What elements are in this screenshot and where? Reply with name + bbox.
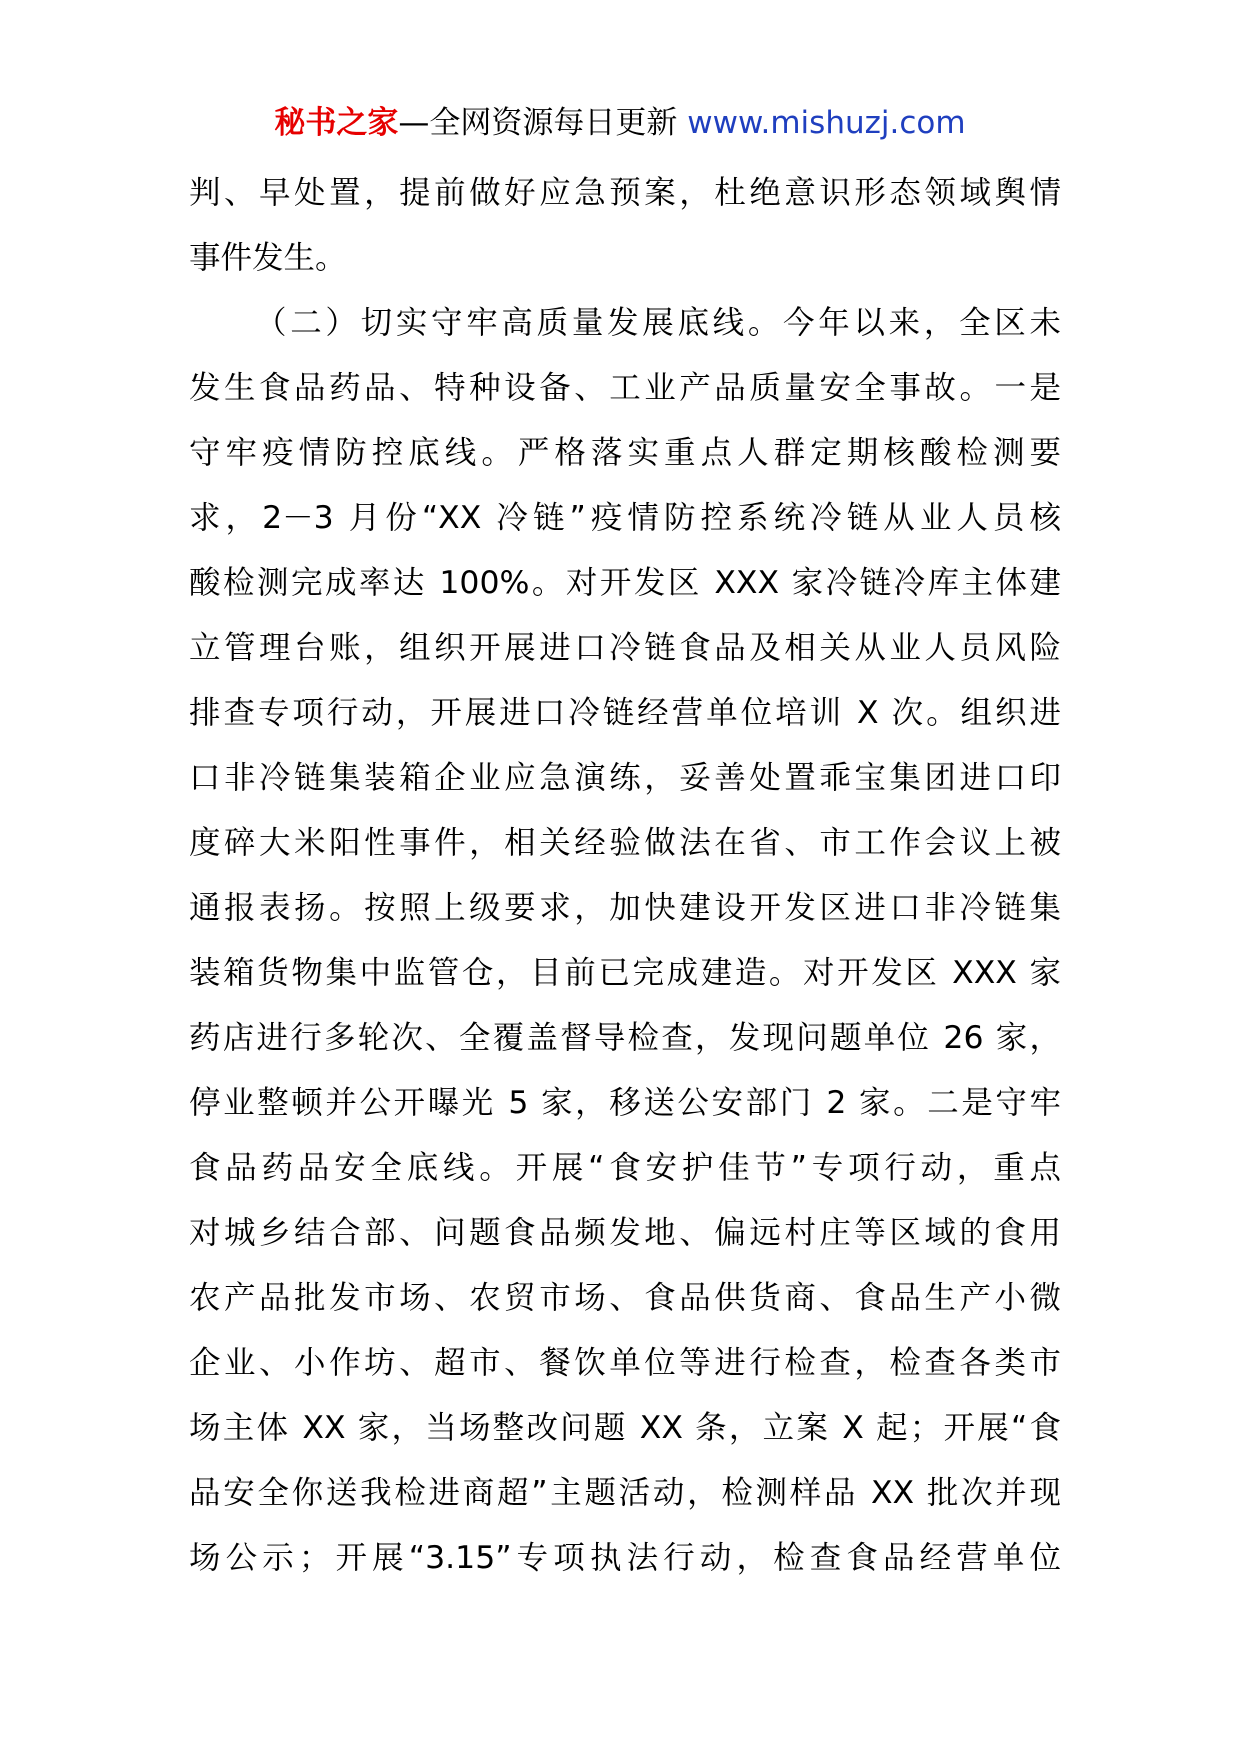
text-line: 企业、小作坊、超市、餐饮单位等进行检查，检查各类市 — [189, 1345, 1061, 1381]
text-line: 通报表扬。按照上级要求，加快建设开发区进口非冷链集 — [189, 890, 1061, 926]
text-line: 对城乡结合部、问题食品频发地、偏远村庄等区域的食用 — [189, 1215, 1061, 1251]
brand-name: 秘书之家 — [274, 105, 399, 141]
text-line: 事件发生。 — [189, 240, 347, 276]
text-line: 守牢疫情防控底线。严格落实重点人群定期核酸检测要 — [189, 435, 1061, 471]
text-line: 判、早处置，提前做好应急预案，杜绝意识形态领域舆情 — [189, 175, 1061, 211]
paragraph-first-line: （二）切实守牢高质量发展底线。今年以来，全区未 — [255, 305, 1061, 341]
text-line: 场公示；开展“3.15”专项执法行动，检查食品经营单位 — [189, 1540, 1061, 1576]
text-line: 酸检测完成率达 100%。对开发区 XXX 家冷链冷库主体建 — [189, 565, 1061, 601]
header-tagline: —全网资源每日更新 — [398, 105, 688, 141]
text-line: 装箱货物集中监管仓，目前已完成建造。对开发区 XXX 家 — [189, 955, 1061, 991]
text-line: 立管理台账，组织开展进口冷链食品及相关从业人员风险 — [189, 630, 1061, 666]
text-line: 食品药品安全底线。开展“食安护佳节”专项行动，重点 — [189, 1150, 1062, 1186]
text-line: 度碎大米阳性事件，相关经验做法在省、市工作会议上被 — [189, 825, 1061, 861]
text-line: 品安全你送我检进商超”主题活动，检测样品 XX 批次并现 — [189, 1475, 1061, 1511]
text-line: 口非冷链集装箱企业应急演练，妥善处置乖宝集团进口印 — [189, 760, 1061, 796]
text-line: 农产品批发市场、农贸市场、食品供货商、食品生产小微 — [189, 1280, 1061, 1316]
document-body — [189, 161, 1061, 1591]
text-line: 药店进行多轮次、全覆盖督导检查，发现问题单位 26 家， — [189, 1020, 1061, 1056]
text-line: 发生食品药品、特种设备、工业产品质量安全事故。一是 — [189, 370, 1061, 406]
header-url-link[interactable]: www.mishuzj.com — [687, 105, 966, 141]
text-line: 求，2－3 月份“XX 冷链”疫情防控系统冷链从业人员核 — [189, 500, 1061, 536]
text-line: 排查专项行动，开展进口冷链经营单位培训 X 次。组织进 — [189, 695, 1061, 731]
text-line: 停业整顿并公开曝光 5 家，移送公安部门 2 家。二是守牢 — [189, 1085, 1061, 1121]
text-line: 场主体 XX 家，当场整改问题 XX 条，立案 X 起；开展“食 — [189, 1410, 1061, 1446]
page-header — [0, 100, 1240, 146]
